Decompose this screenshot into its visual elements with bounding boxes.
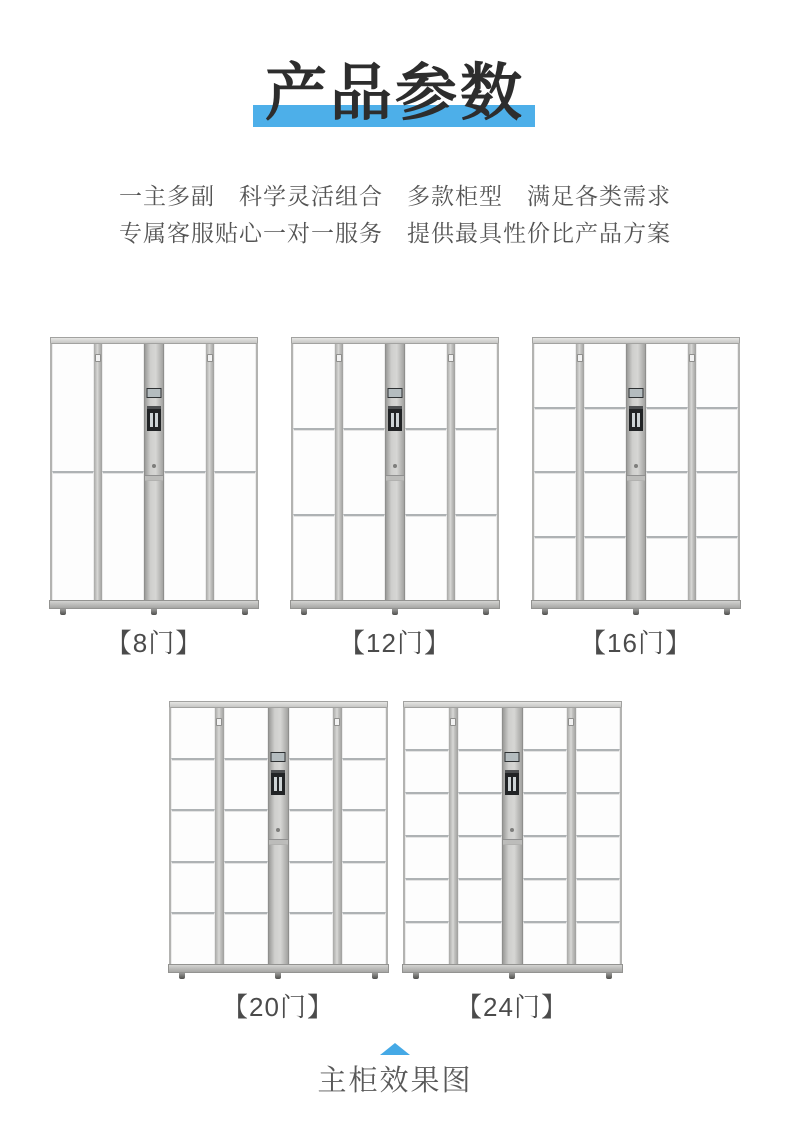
indicator-led-icon [393,464,397,468]
locker-door [214,344,256,471]
cabinet-foot [633,609,639,615]
cabinet-figure-12-door [291,337,499,657]
cabinet-feet [403,973,622,981]
locker-door [523,878,567,921]
locker-door [576,708,620,749]
control-screen [147,388,162,398]
subtitle-line-2: 专属客服贴心一对一服务 提供最具性价比产品方案 [119,220,671,246]
cabinet-label-24-door: 【24门】 [456,992,568,1022]
cabinet-feet [291,609,499,617]
door-lock-icon [448,354,454,362]
door-column-2 [584,344,626,600]
control-panel-column [268,708,289,964]
locker-door [523,708,567,749]
door-column-1 [171,708,215,964]
scanner-slot [396,413,399,427]
locker-door [646,407,688,472]
locker-door [343,428,385,514]
door-lock-icon [95,354,101,362]
scanner-slot [274,777,277,791]
scanner-keypad [505,770,519,795]
locker-door [458,835,502,878]
door-column-1 [405,708,449,964]
cabinet-feet [50,609,258,617]
cabinet-body [169,707,388,964]
indicator-led-icon [510,828,514,832]
locker-cabinet-8-door-image [50,337,258,617]
lock-strip [335,344,344,600]
locker-door [646,344,688,407]
door-column-3 [289,708,333,964]
locker-door [164,471,206,600]
scanner-slot [513,777,516,791]
locker-door [696,536,738,601]
locker-door [576,749,620,792]
cabinet-figure-24-door [403,701,622,1021]
scanner-slot [155,413,158,427]
locker-door [405,344,447,428]
locker-door [224,708,268,758]
locker-door [696,407,738,472]
locker-door [584,536,626,601]
door-lock-icon [334,718,340,726]
control-screen [505,752,520,762]
locker-door [405,878,449,921]
scanner-slot [279,777,282,791]
locker-door [293,428,335,514]
door-column-1 [293,344,335,600]
locker-door [224,758,268,810]
locker-cabinet-20-door-image [169,701,388,981]
cabinet-plinth [290,600,500,609]
cabinet-foot [242,609,248,615]
control-screen [388,388,403,398]
door-column-3 [523,708,567,964]
locker-door [289,861,333,913]
locker-door [646,536,688,601]
locker-door [455,344,497,428]
indicator-led-icon [634,464,638,468]
lock-strip [215,708,224,964]
cabinet-feet [532,609,740,617]
locker-door [293,344,335,428]
locker-door [102,471,144,600]
locker-door [289,758,333,810]
cabinet-plinth [49,600,259,609]
cabinet-row-2 [0,701,790,1021]
control-screen-display [630,389,643,397]
triangle-up-icon [380,1043,410,1055]
control-panel-column [502,708,523,964]
cabinet-figure-20-door [169,701,388,1021]
cabinet-feet [169,973,388,981]
locker-door [458,708,502,749]
cabinet-foot [275,973,281,979]
door-column-2 [343,344,385,600]
locker-door [646,471,688,536]
panel-seam [627,475,645,481]
door-column-4 [455,344,497,600]
panel-seam [503,839,522,845]
lock-strip [94,344,103,600]
scanner-keypad [388,406,402,431]
locker-door [342,861,386,913]
locker-door [696,471,738,536]
lock-strip [449,708,458,964]
cabinet-foot [483,609,489,615]
locker-door [171,809,215,861]
locker-door [534,407,576,472]
cabinet-foot [179,973,185,979]
control-panel-column [626,344,646,600]
cabinet-foot [60,609,66,615]
door-lock-icon [450,718,456,726]
control-screen-display [506,753,519,761]
cabinet-plinth [402,964,623,973]
locker-door [289,809,333,861]
door-column-4 [696,344,738,600]
locker-door [405,921,449,964]
locker-door [576,878,620,921]
locker-door [342,809,386,861]
locker-door [455,428,497,514]
cabinet-foot [392,609,398,615]
panel-seam [145,475,163,481]
control-screen-display [148,389,161,397]
locker-door [171,861,215,913]
door-column-4 [342,708,386,964]
door-column-1 [52,344,94,600]
scanner-keypad [147,406,161,431]
locker-door [405,749,449,792]
locker-cabinet-24-door-image [403,701,622,981]
locker-door [584,407,626,472]
cabinet-foot [413,973,419,979]
locker-door [523,749,567,792]
door-lock-icon [216,718,222,726]
cabinet-plinth [531,600,741,609]
locker-door [576,921,620,964]
locker-door [458,792,502,835]
panel-seam [269,839,288,845]
lock-strip [576,344,585,600]
cabinet-body [532,343,740,600]
lock-strip [447,344,456,600]
locker-door [405,708,449,749]
locker-door [534,344,576,407]
panel-seam [386,475,404,481]
locker-cabinet-16-door-image [532,337,740,617]
door-lock-icon [568,718,574,726]
control-screen [271,752,286,762]
scanner-keypad [271,770,285,795]
cabinet-figure-8-door [50,337,258,657]
door-column-4 [576,708,620,964]
section-title [265,58,525,130]
cabinet-foot [724,609,730,615]
locker-door [102,344,144,471]
cabinet-label-12-door: 【12门】 [339,628,451,658]
lock-strip [206,344,215,600]
cabinet-foot [151,609,157,615]
scanner-slot [508,777,511,791]
locker-door [342,708,386,758]
control-screen [629,388,644,398]
control-panel-column [385,344,405,600]
door-column-4 [214,344,256,600]
page-title: 产品参数 [264,59,525,128]
cabinet-row-1 [0,337,790,657]
locker-door [52,344,94,471]
lock-strip [567,708,576,964]
cabinet-label-16-door: 【16门】 [580,628,692,658]
lock-strip [333,708,342,964]
scanner-slot [150,413,153,427]
locker-door [164,344,206,471]
cabinet-foot [372,973,378,979]
scanner-slot [391,413,394,427]
control-panel-column [144,344,164,600]
cabinet-label-8-door: 【8门】 [105,628,203,658]
cabinet-body [403,707,622,964]
door-column-1 [534,344,576,600]
locker-door [584,471,626,536]
locker-door [534,536,576,601]
locker-door [576,792,620,835]
locker-door [52,471,94,600]
locker-door [289,912,333,964]
door-column-3 [646,344,688,600]
locker-door [534,471,576,536]
cabinet-foot [606,973,612,979]
scanner-slot [632,413,635,427]
door-column-3 [405,344,447,600]
cabinet-plinth [168,964,389,973]
locker-door [458,749,502,792]
subtitle-line-1: 一主多副 科学灵活组合 多款柜型 满足各类需求 [119,183,671,209]
locker-door [523,921,567,964]
cabinet-foot [542,609,548,615]
cabinet-foot [301,609,307,615]
locker-door [342,758,386,810]
control-screen-display [272,753,285,761]
locker-door [405,792,449,835]
door-lock-icon [336,354,342,362]
locker-door [576,835,620,878]
locker-door [523,835,567,878]
locker-door [214,471,256,600]
locker-door [171,758,215,810]
locker-door [405,514,447,600]
locker-door [696,344,738,407]
locker-door [458,878,502,921]
cabinet-body [50,343,258,600]
cabinet-foot [509,973,515,979]
door-lock-icon [577,354,583,362]
locker-door [458,921,502,964]
locker-door [343,344,385,428]
cabinet-label-20-door: 【20门】 [222,992,334,1022]
locker-door [224,861,268,913]
cabinet-figure-16-door [532,337,740,657]
footer-caption: 主柜效果图 [317,1065,473,1097]
locker-door [342,912,386,964]
locker-door [171,708,215,758]
indicator-led-icon [276,828,280,832]
indicator-led-icon [152,464,156,468]
cabinet-body [291,343,499,600]
control-screen-display [389,389,402,397]
locker-door [293,514,335,600]
door-lock-icon [207,354,213,362]
locker-door [523,792,567,835]
scanner-slot [637,413,640,427]
locker-door [224,912,268,964]
locker-door [171,912,215,964]
door-lock-icon [689,354,695,362]
header-section [0,0,790,252]
locker-door [289,708,333,758]
locker-cabinet-12-door-image [291,337,499,617]
door-column-2 [458,708,502,964]
locker-door [405,835,449,878]
door-column-3 [164,344,206,600]
locker-door [405,428,447,514]
door-column-2 [102,344,144,600]
footer-section [0,1043,790,1097]
locker-door [343,514,385,600]
door-column-2 [224,708,268,964]
locker-door [455,514,497,600]
locker-door [584,344,626,407]
scanner-keypad [629,406,643,431]
lock-strip [688,344,697,600]
locker-door [224,809,268,861]
